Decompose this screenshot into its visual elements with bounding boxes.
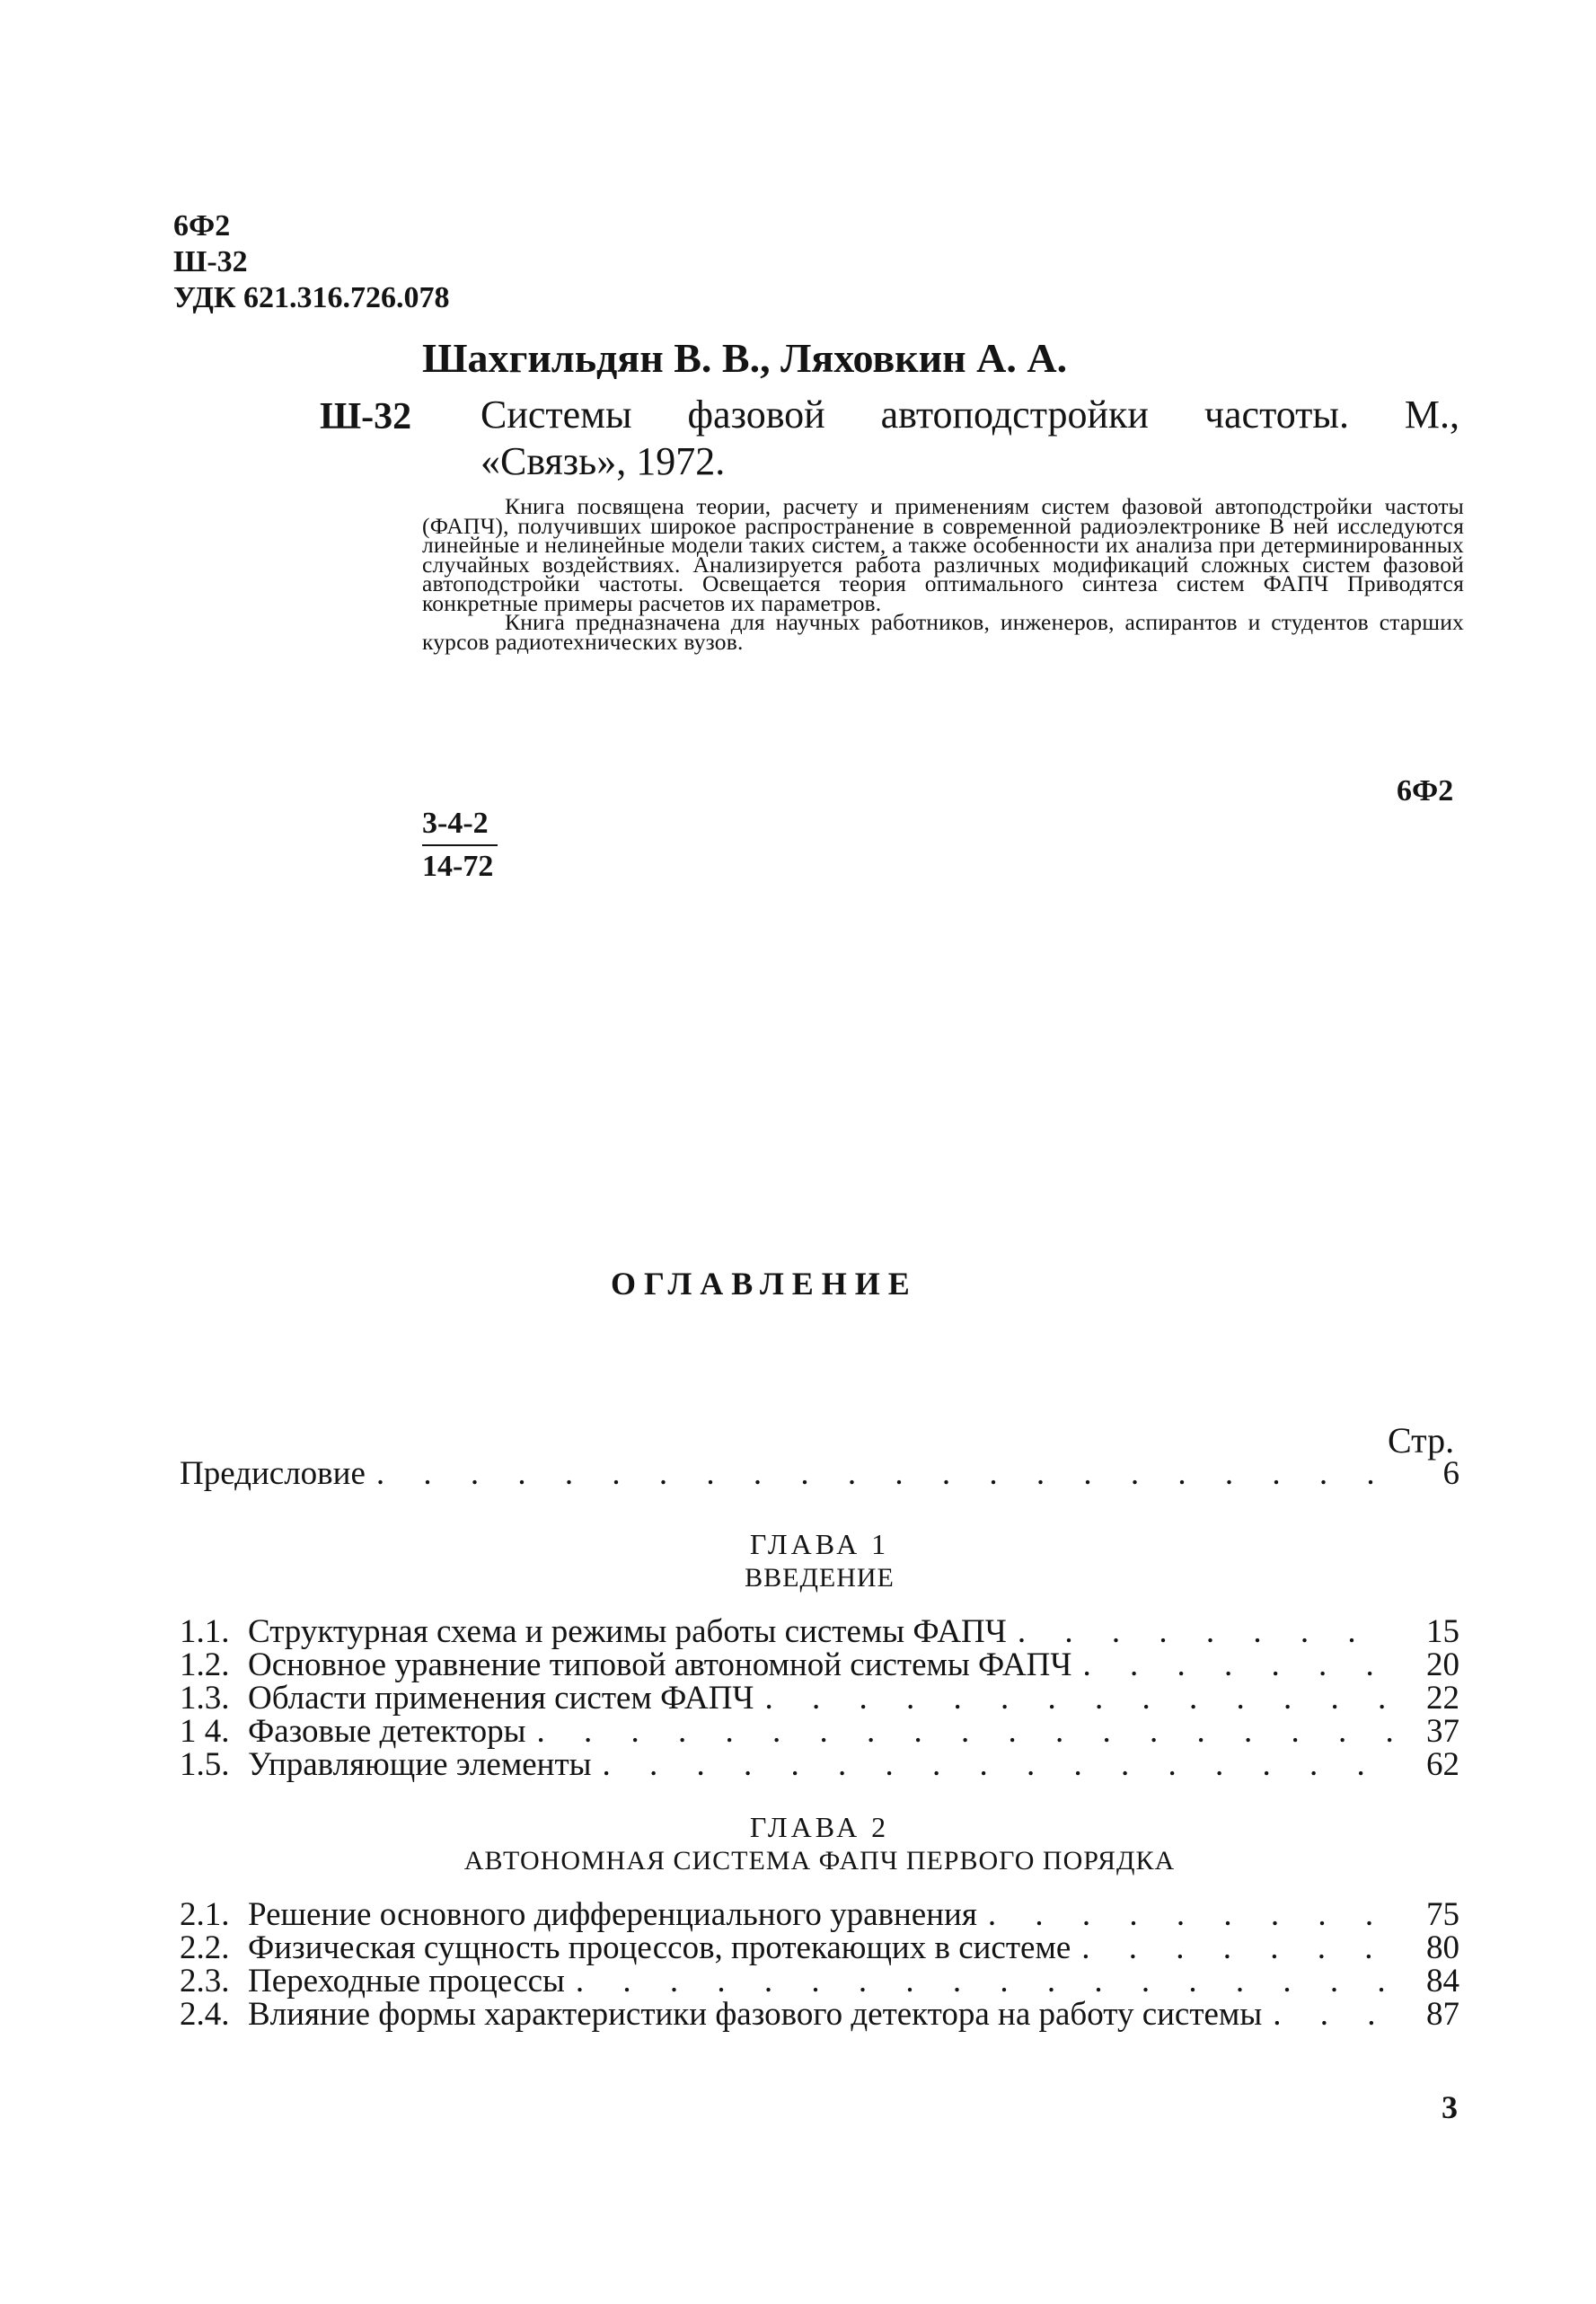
- toc-leader: [764, 1682, 1395, 1715]
- toc-number: 2.1.: [180, 1896, 230, 1933]
- code-bbk-top: 6Ф2: [173, 209, 231, 243]
- page-number: 3: [1442, 2089, 1458, 2125]
- book-title: [481, 392, 1459, 485]
- toc-leader: [576, 1964, 1395, 1998]
- toc-number: 2.3.: [180, 1963, 230, 1999]
- shelf-mark: Ш-32: [320, 396, 412, 437]
- toc-number: 1 4.: [180, 1713, 230, 1750]
- toc-label: Переходные процессы: [248, 1963, 565, 1999]
- toc-label: Решение основного дифференциального уравнения: [248, 1896, 977, 1933]
- toc-page: 22: [1426, 1680, 1459, 1717]
- toc-page: 62: [1426, 1746, 1459, 1783]
- toc-row: [180, 1682, 1459, 1715]
- title-word: частоты.: [1204, 393, 1349, 437]
- authors: Шахгильдян В. В., Ляховкин А. А.: [422, 335, 1068, 381]
- toc-leader: [1273, 1998, 1395, 2031]
- annotation: [422, 493, 1464, 655]
- chapter-heading: ГЛАВА 1: [749, 1528, 890, 1560]
- title-word: М.,: [1404, 393, 1459, 437]
- title-word: фазовой: [687, 393, 825, 437]
- toc-leader: [1082, 1648, 1395, 1682]
- toc-number: 1.1.: [180, 1613, 230, 1650]
- chapter-heading: ГЛАВА 2: [749, 1811, 890, 1843]
- toc-title: ОГЛАВЛЕНИЕ: [611, 1266, 918, 1302]
- toc-chapter-2: [180, 1810, 1459, 2031]
- toc-preface: [180, 1457, 1459, 1490]
- title-line-1: [481, 392, 1459, 438]
- toc-label: Области применения систем ФАПЧ: [248, 1680, 754, 1717]
- toc-row: [180, 1715, 1459, 1748]
- toc-number: 1.3.: [180, 1680, 230, 1717]
- toc-row: [180, 1898, 1459, 1931]
- toc-number: 2.2.: [180, 1929, 230, 1966]
- toc-label: Управляющие элементы: [248, 1746, 592, 1783]
- toc-row: [180, 1998, 1459, 2031]
- toc-leader: [536, 1715, 1395, 1748]
- toc-label: Предисловие: [180, 1455, 366, 1492]
- chapter-name: ВВЕДЕНИЕ: [745, 1563, 895, 1593]
- annotation-paragraph: Книга посвящена теории, расчету и применениям систем фазовой автоподстройки частоты (ФАПЧ), получивших широкое распространение в современной радиоэлектронике В ней исследуются линейные и нелинейные модели таких систем, а также особенности их анализа при детерминированных случайных воздействиях. Анализируется работа различных модификаций сложных систем фазовой автоподстройки частоты. Освещается теория оптимального синтеза систем ФАПЧ Приводятся конкретные примеры расчетов их параметров.: [422, 493, 1464, 616]
- toc-page: 84: [1426, 1963, 1459, 1999]
- bbk-code: 6Ф2: [1397, 774, 1454, 808]
- title-line-2: «Связь», 1972.: [481, 439, 726, 483]
- toc-row: [180, 1648, 1459, 1682]
- toc-row: [180, 1931, 1459, 1964]
- toc-leader: [1018, 1615, 1395, 1648]
- toc-leader: [1081, 1931, 1395, 1964]
- toc-number: 1.2.: [180, 1646, 230, 1683]
- fraction-numerator: 3-4-2: [422, 807, 498, 846]
- toc-label: Структурная схема и режимы работы системы ФАПЧ: [248, 1613, 1007, 1650]
- toc-page: 37: [1426, 1713, 1459, 1750]
- catalog-fraction: [422, 807, 498, 884]
- toc-row: [180, 1964, 1459, 1998]
- toc-label: Влияние формы характеристики фазового детектора на работу системы: [248, 1996, 1263, 2033]
- toc-label: Фазовые детекторы: [248, 1713, 526, 1750]
- toc-page: 6: [1442, 1455, 1459, 1492]
- chapter-name: АВТОНОМНАЯ СИСТЕМА ФАПЧ ПЕРВОГО ПОРЯДКА: [463, 1846, 1176, 1876]
- toc-label: Физическая сущность процессов, протекающих в системе: [248, 1929, 1071, 1966]
- toc-row: [180, 1615, 1459, 1648]
- toc-number: 2.4.: [180, 1996, 230, 2033]
- toc-leader: [603, 1748, 1395, 1781]
- toc-page-header: Стр.: [1388, 1420, 1455, 1461]
- toc-page: 20: [1426, 1646, 1459, 1683]
- library-codes: [173, 208, 450, 316]
- toc-leader: [988, 1898, 1395, 1931]
- title-word: автоподстройки: [880, 393, 1149, 437]
- toc-page: 80: [1426, 1929, 1459, 1966]
- toc-label: Основное уравнение типовой автономной системы ФАПЧ: [248, 1646, 1072, 1683]
- title-word: Системы: [481, 393, 632, 437]
- toc-page: 75: [1426, 1896, 1459, 1933]
- code-shelf: Ш-32: [173, 245, 248, 278]
- toc-row: [180, 1748, 1459, 1781]
- toc-number: 1.5.: [180, 1746, 230, 1783]
- code-udk: УДК 621.316.726.078: [173, 281, 450, 314]
- toc-page: 15: [1426, 1613, 1459, 1650]
- fraction-denominator: 14-72: [422, 850, 494, 883]
- toc-page: 87: [1426, 1996, 1459, 2033]
- toc-chapter-1: [180, 1527, 1459, 1781]
- annotation-paragraph: Книга предназначена для научных работников, инженеров, аспирантов и студентов старших курсов радиотехнических вузов.: [422, 609, 1464, 655]
- toc-leader: [376, 1457, 1395, 1490]
- toc-row: [180, 1457, 1459, 1490]
